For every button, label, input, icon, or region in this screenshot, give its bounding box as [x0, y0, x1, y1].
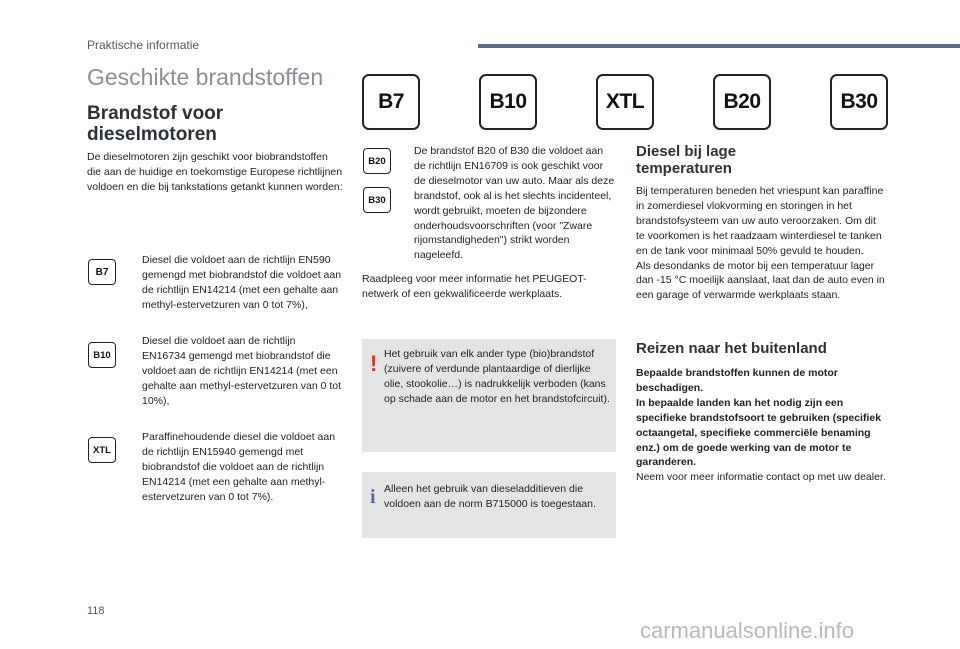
abroad-normal: Neem voor meer informatie contact op met uw dealer.	[636, 471, 886, 484]
low-temp-text	[636, 184, 886, 303]
info-icon: i	[370, 486, 376, 508]
exclamation-icon: !	[370, 351, 378, 376]
watermark: carmanualsonline.info	[640, 618, 855, 643]
abroad-heading: Reizen naar het buitenland	[636, 340, 827, 357]
header-bar	[478, 44, 960, 48]
diesel-intro: De dieselmotoren zijn geschikt voor biobrandstoffen die aan de huidige en toekomstige Europese richtlijnen voldoen en die bij tankstations getankt kunnen worden:	[87, 151, 343, 193]
fuel-badge-b20: B20	[713, 74, 771, 130]
xtl-description: Paraffinehoudende diesel die voldoet aan de richtlijn EN15940 gemengd met biobrandstof die voldoet aan de richtlijn EN14214 (met een gehalte aan methyl-estervetzuren van 0 tot 7%).	[142, 431, 336, 503]
fuel-badges-row	[362, 74, 885, 130]
abroad-bold-2: In bepaalde landen kan het nodig zijn een specifieke brandstofsoort te gebruiken (specifiek octaangetal, specifieke commerciële benaming enz.) om de goede werking van de motor te garanderen.	[636, 396, 882, 469]
warning-box	[362, 339, 616, 452]
warning-text: Het gebruik van elk ander type (bio)brandstof (zuivere of verdunde plantaardige of dierlijke olie, stookolie…) is nadrukkelijk verboden (kans op schade aan de motor en het brandstofcircuit).	[384, 348, 610, 405]
abroad-text	[636, 366, 888, 485]
page-title: Geschikte brandstoffen	[87, 64, 324, 90]
diesel-engines-heading: Brandstof voor dieselmotoren	[87, 103, 224, 145]
fuel-badge-b7: B7	[362, 74, 420, 130]
fuel-badge-b10-small: B10	[88, 342, 116, 368]
info-text: Alleen het gebruik van dieseladditieven die voldoen aan de norm B715000 is toegestaan.	[384, 483, 596, 510]
b20-b30-description: De brandstof B20 of B30 die voldoet aan de richtlijn EN16709 is ook geschikt voor de dieselmotor van uw auto. Maar als deze brandstof, ook al is het slechts incidenteel, wordt gebruikt, moeten de bijzondere onderhoudsvoorschriften (voor "Zware rijomstandigheden") strikt worden nageleefd.	[414, 145, 615, 262]
fuel-badge-b7-small: B7	[88, 259, 116, 285]
fuel-badge-b10: B10	[479, 74, 537, 130]
low-temp-paragraph-2: Als desondanks de motor bij een temperatuur lager dan -15 °C moeilijk aanslaat, laat dan de auto even in een garage of verwarmde werkplaats staan.	[636, 259, 885, 302]
fuel-badge-xtl: XTL	[596, 74, 654, 130]
page-number: 118	[87, 605, 105, 617]
info-box	[362, 472, 616, 538]
fuel-badge-b30-small: B30	[363, 187, 391, 213]
abroad-bold-1: Bepaalde brandstoffen kunnen de motor beschadigen.	[636, 367, 838, 394]
low-temp-paragraph-1: Bij temperaturen beneden het vriespunt kan paraffine in zomerdiesel vlokvorming en storingen in het brandstofsysteem van uw auto veroorzaken. Om dit te voorkomen is het raadzaam winterdiesel te tanken en de tank voor minimaal 50% gevuld te houden.	[636, 185, 884, 257]
section-label: Praktische informatie	[87, 38, 200, 52]
b7-description: Diesel die voldoet aan de richtlijn EN590 gemengd met biobrandstof die voldoet aan de richtlijn EN14214 (met een gehalte aan methyl-estervetzuren van 0 tot 7%),	[142, 254, 342, 311]
low-temp-heading: Diesel bij lage temperaturen	[636, 143, 737, 177]
fuel-badge-b30: B30	[830, 74, 888, 130]
b10-description: Diesel die voldoet aan de richtlijn EN16734 gemengd met biobrandstof die voldoet aan de richtlijn EN14214 (met een gehalte aan methyl-estervetzuren van 0 tot 10%),	[142, 335, 342, 407]
fuel-badge-xtl-small: XTL	[88, 437, 116, 463]
consult-network-text: Raadpleeg voor meer informatie het PEUGEOT-netwerk of een gekwalificeerde werkplaats.	[362, 273, 587, 300]
fuel-badge-b20-small: B20	[363, 148, 391, 174]
